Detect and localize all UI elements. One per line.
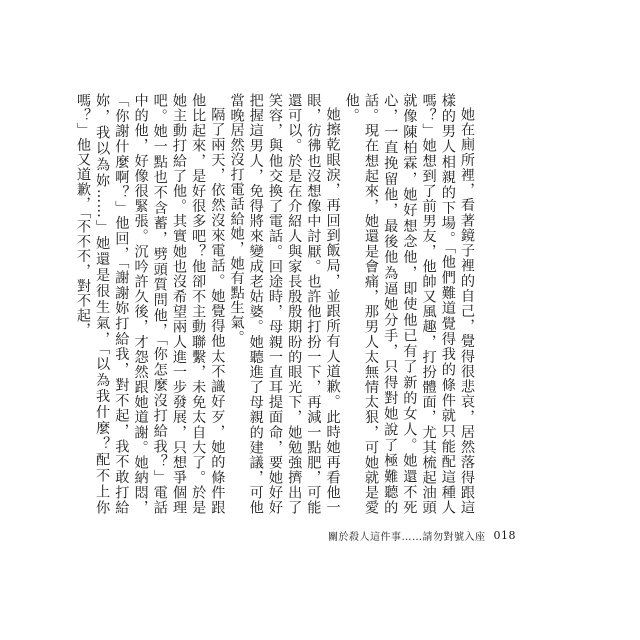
paragraph-1: 她在廁所裡，看著鏡子裡的自己，覺得很悲哀，居然落得跟這樣的男人相親的下場。「他們難道覺得我的條件就只能配這種人嗎？」她想到了前男友，他帥又風趣，打扮體面，尤其梳起油頭就像陳柏霖，她好想念他，即使他已有了新的女人。她還不死心，一直挽留他，最後他為逼她分手，只得對她說了極難聽的話。現在想起來，她還是會痛，那男人太無情太狠，可她就是愛他。	[343, 93, 475, 515]
vertical-text-body	[74, 93, 476, 515]
paragraph-2: 她擦乾眼淚，再回到飯局，並跟所有人道歉。此時她再看他一眼，彷彿也沒想像中討厭。也許他打扮一下，再減一點肥，可能還可以。於是在介紹人與家長殷殷期盼的眼光下，她勉強擠出了笑容，與他交換了電話。回途時，母親一直耳提面命，要她好好把握這男人，免得將來變成老姑婆。她聽進了母親的建議，可他當晚居然沒打電話給她，她有點生氣。	[228, 93, 341, 515]
paragraph-3: 隔了兩天，依然沒來電話。她覺得他太不識好歹，她的條件跟他比起來，是好很多吧？他卻不主動聯繫，未免太自大了。於是她主動打給了他。其實她也沒希望兩人進一步發展，只想爭個理吧。她一點也不含蓄，劈頭質問他，「你怎麼沒打給我？」電話中的他，好像很緊張。沉吟許久後，才怨然跟她道謝。她納悶，「你謝什麼啊？」他回，「謝謝妳打給我，對不起，我不敢打給妳，我以為妳……」她還是很生氣，「以為我什麼？配不上你嗎？」他又道歉，「不不不，對不起，	[74, 93, 226, 515]
page-number: 018	[493, 528, 516, 542]
running-title: 關於殺人這件事……請勿對號入座	[328, 531, 486, 543]
page-footer	[328, 527, 516, 543]
